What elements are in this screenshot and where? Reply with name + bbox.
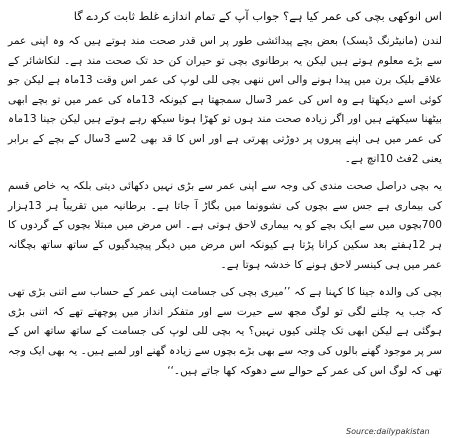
paragraph-1: لندن (مانیٹرنگ ڈیسک) بعض بچے پیدائشی طور پر اس قدر صحت مند ہوتے ہیں کہ وہ اپنی عمر سے بڑے معلوم ہوتے ہیں لیکن یہ برطانوی بچی تو حیران کن حد تک صحت مند ہے۔ لنکاشائر کے علاقے بلیک برن میں پیدا ہونے والی اس ننھی بچی للی لوپ کی عمر اس وقت 13ماہ ہے لیکن جو کوئی اسے دیکھتا ہے وہ اس کی عمر 3سال سمجھتا ہے کیونکہ 13ماہ کی عمر میں تو بچے ابھی بیٹھنا سیکھتے ہیں اور اگر زیادہ صحت مند ہوں تو کھڑا ہونا سیکھ رہے ہوتے ہیں لیکن جینا 13ماہ کی عمر میں ہی اپنے پیروں پر دوڑتی پھرتی ہے اور اس کا قد بھی 2سے 3سال کے بچے کے برابر یعنی 2فٹ 10انچ ہے۔ [8,35,442,165]
paragraph-3: بچی کی والدہ جینا کا کہنا ہے کہ ’’میری بچی کی جسامت اپنی عمر کے حساب سے اتنی بڑی تھی کہ جب یہ چلنے لگی تو لوگ مجھ سے حیرت سے اور متفکر انداز میں پوچھتے تھے کہ اتنی بڑی ہوگئی ہے لیکن ابھی تک چلتی کیوں نہیں؟ یہ بچی للی لوپ کی جسامت کے ساتھ ساتھ اس کے سر پر موجود گھنے بالوں کی وجہ سے بھی بڑے بچوں سے زیادہ گھنے اور لمبے ہیں۔ یہ بھی ایک وجہ تھی کہ لوگ اس کی عمر کے حوالے سے دھوکہ کھا جاتے ہیں۔‘‘ [8,286,442,377]
source-watermark: Source:dailypakistan [346,427,430,436]
paragraph-2: یہ بچی دراصل صحت مندی کی وجہ سے اپنی عمر سے بڑی نہیں دکھائی دیتی بلکہ یہ خاص قسم کی بیماری ہے جس سے بچوں کی نشوونما میں بگاڑ آ جاتا ہے۔ برطانیہ میں تقریباً ہر 13ہزار 700بچوں میں سے ایک بچے کو یہ بیماری لاحق ہوتی ہے۔ اس مرض میں مبتلا بچوں کے گردوں کا ہر 12ہفتے بعد سکین کرانا پڑتا ہے کیونکہ اس مرض میں دیگر پیچیدگیوں کے ساتھ ساتھ بچگانہ عمر میں ہی کینسر لاحق ہونے کا خدشہ ہوتا ہے۔ [8,180,443,271]
headline: اس انوکھی بچی کی عمر کیا ہے؟ جواب آپ کے تمام اندازے غلط ثابت کردے گا [73,9,442,23]
